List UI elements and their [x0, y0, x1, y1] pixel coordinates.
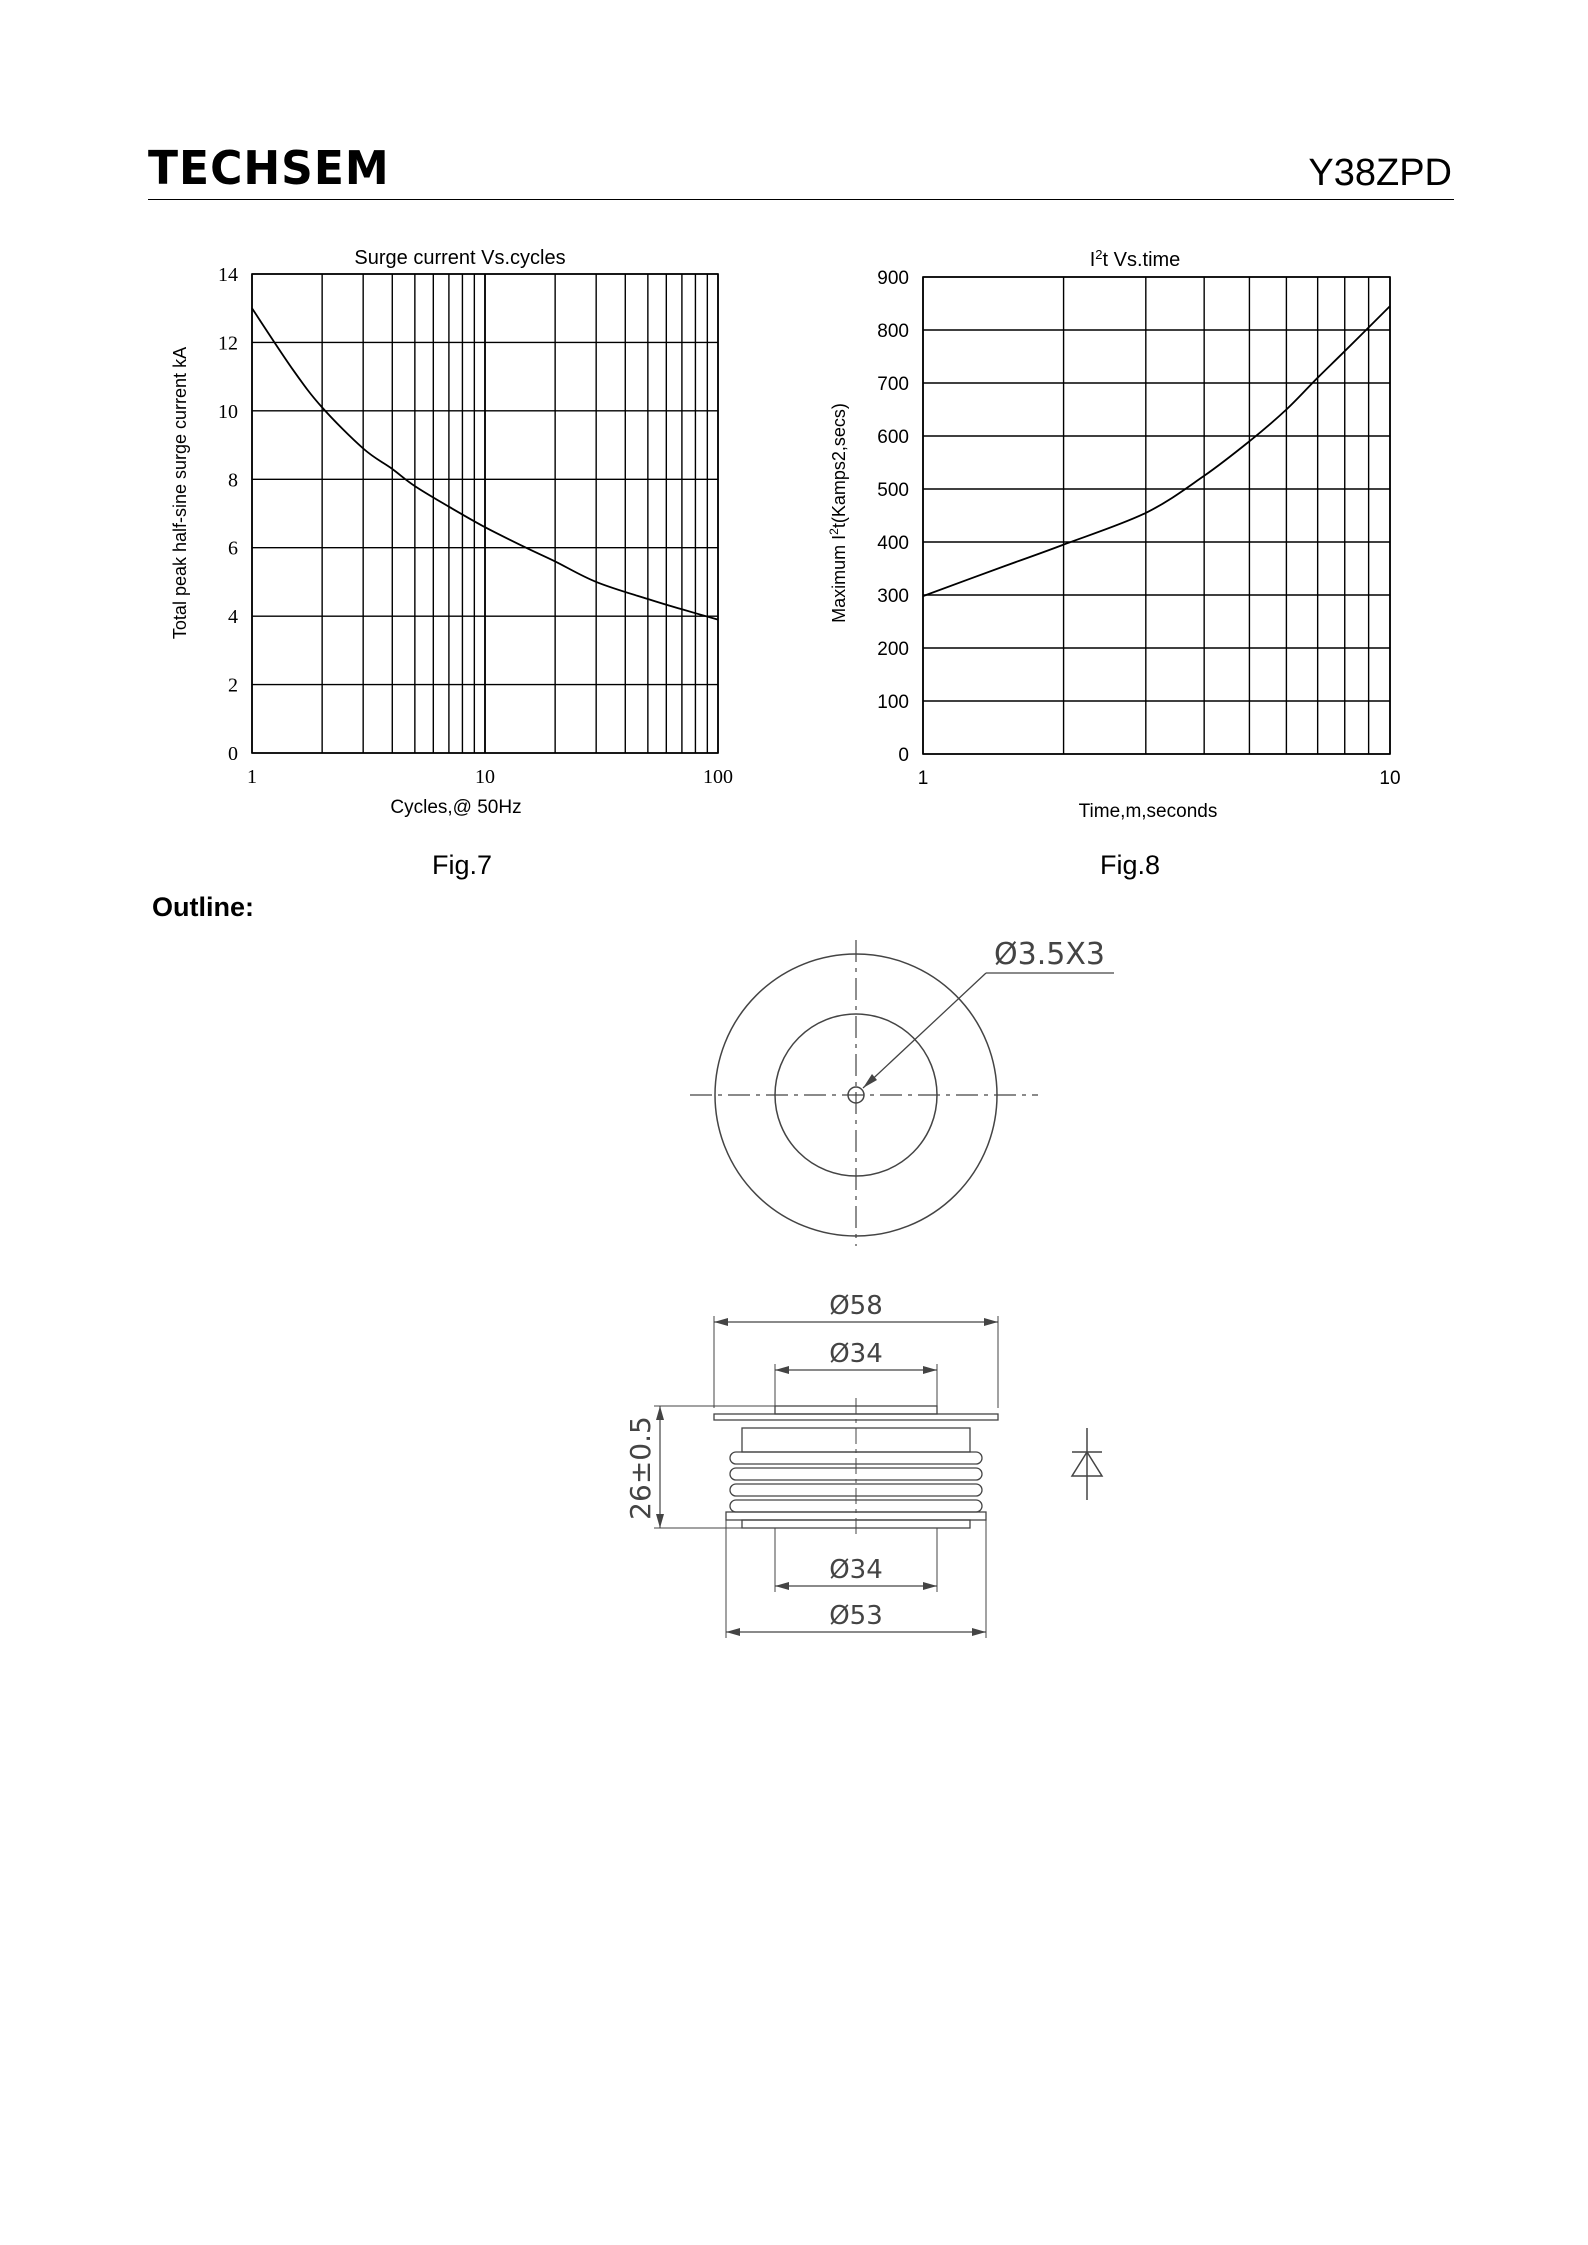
hole-label: Ø3.5X3 [994, 937, 1105, 972]
outline-side-view [600, 1280, 1120, 1650]
height-label: 26±0.5 [624, 1416, 657, 1520]
hole-leader-line [863, 973, 986, 1088]
x-tick-label: 10 [475, 766, 495, 788]
i2t-chart [800, 230, 1440, 850]
chart8-grid [923, 277, 1390, 754]
plot-frame [923, 277, 1390, 754]
y-tick-label: 0 [898, 745, 909, 766]
chart8-x-axis-label: Time,m,seconds [1078, 801, 1218, 822]
dim-label-34-bottom: Ø34 [829, 1555, 883, 1585]
x-tick-label: 1 [917, 768, 929, 789]
y-tick-label: 800 [877, 321, 909, 342]
y-tick-label: 6 [228, 537, 238, 560]
chart8-title: $I^2t$ Vs.time [1089, 246, 1181, 271]
chart7-x-ticks [247, 766, 733, 788]
dim-label-58: Ø58 [829, 1291, 883, 1321]
y-tick-label: 700 [877, 374, 909, 395]
y-tick-label: 400 [877, 533, 909, 554]
dim34-top-arrow-left [775, 1366, 789, 1374]
chart7-title: Surge current Vs.cycles [354, 247, 566, 269]
fig7-caption: Fig.7 [432, 850, 493, 880]
chart8-x-ticks [918, 768, 1401, 789]
chart7-y-ticks [218, 264, 238, 765]
x-tick-label: 100 [703, 766, 733, 788]
y-tick-label: 12 [218, 332, 238, 355]
dim53-arrow-left [726, 1628, 740, 1636]
y-tick-label: 100 [877, 692, 909, 713]
chart7-y-axis-label: Total peak half-sine surge current kA [170, 346, 190, 640]
outline-top-view [660, 920, 1140, 1250]
dim-label-34-top: Ø34 [829, 1339, 883, 1369]
header-rule [148, 199, 1454, 200]
y-tick-label: 300 [877, 586, 909, 607]
surge-current-chart [0, 230, 760, 850]
y-tick-label: 0 [228, 743, 238, 765]
x-tick-label: 1 [247, 766, 257, 788]
dim34-top-arrow-right [923, 1366, 937, 1374]
y-tick-label: 8 [228, 469, 238, 492]
dim34-bot-arrow-left [775, 1582, 789, 1590]
y-tick-label: 500 [877, 480, 909, 501]
height-arrow-top [656, 1406, 664, 1420]
outline-heading: Outline: [152, 892, 254, 922]
part-number: Y38ZPD [1308, 152, 1452, 194]
chart8-y-ticks [877, 268, 909, 766]
chart8-series-line [923, 306, 1390, 596]
y-tick-label: 2 [228, 674, 238, 697]
y-tick-label: 900 [877, 268, 909, 289]
y-tick-label: 4 [228, 606, 238, 629]
dim58-arrow-right [984, 1318, 998, 1326]
dim53-arrow-right [972, 1628, 986, 1636]
diode-symbol-icon [1064, 1424, 1110, 1504]
brand-logo: TECHSEM [148, 142, 390, 196]
height-arrow-bottom [656, 1514, 664, 1528]
y-tick-label: 14 [218, 264, 238, 286]
dim58-arrow-left [714, 1318, 728, 1326]
y-tick-label: 600 [877, 427, 909, 448]
y-tick-label: 10 [218, 400, 238, 423]
chart7-grid [252, 274, 718, 753]
chart8-y-axis-label: Maximum $I^2t(Kamps2,\sec s)$ [827, 403, 849, 623]
fig8-caption: Fig.8 [1100, 850, 1161, 880]
chart7-x-axis-label: Cycles,@ 50Hz [390, 797, 522, 818]
x-tick-label: 10 [1379, 768, 1401, 789]
dim34-bot-arrow-right [923, 1582, 937, 1590]
y-tick-label: 200 [877, 639, 909, 660]
dim-label-53: Ø53 [829, 1601, 883, 1631]
